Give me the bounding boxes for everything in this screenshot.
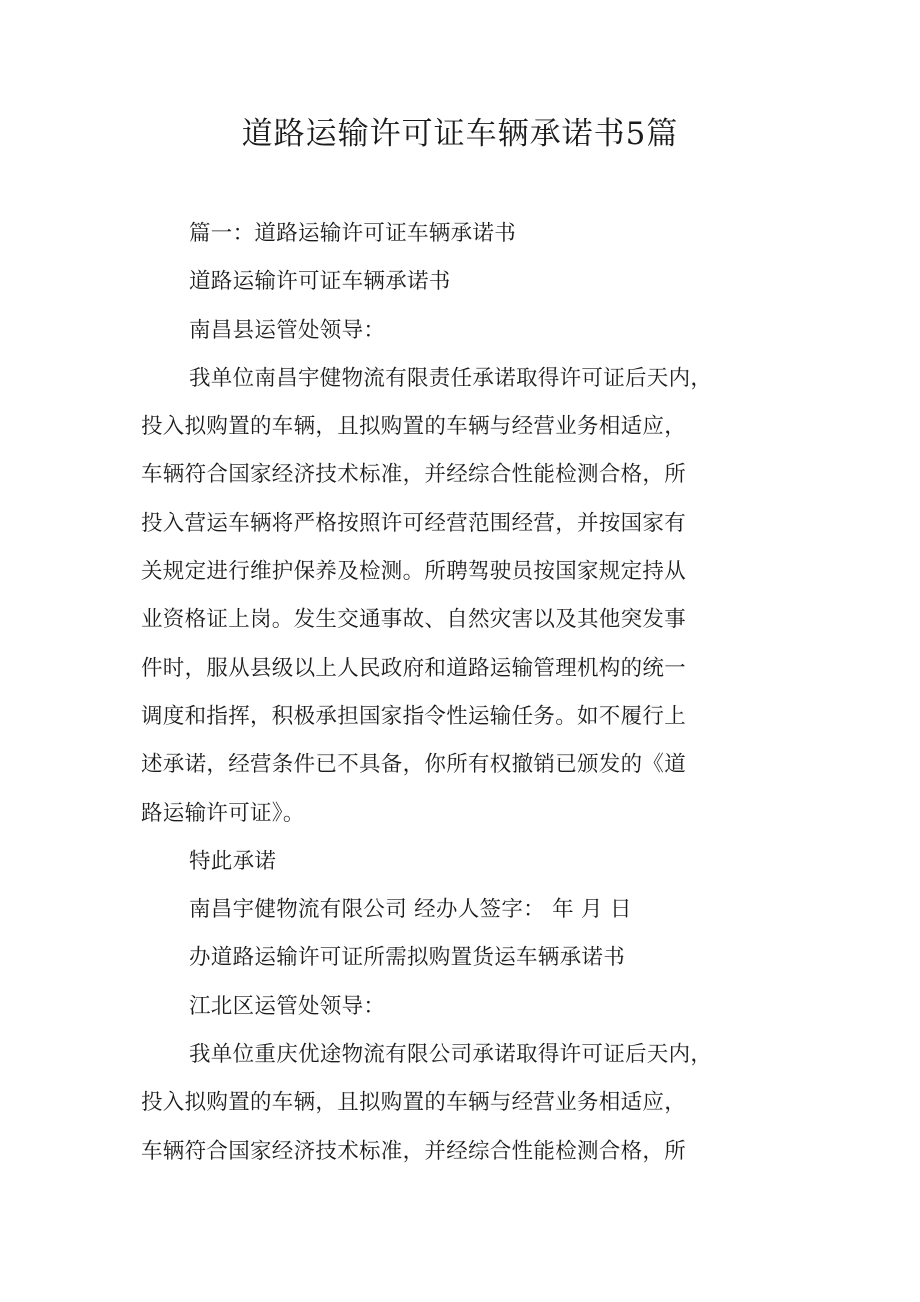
signature-line: 南昌宇健物流有限公司 经办人签字： 年 月 日: [189, 897, 632, 923]
paragraph-line: 我单位南昌宇健物流有限责任承诺取得许可证后天内，: [189, 365, 713, 391]
salutation: 江北区运管处领导：: [189, 993, 386, 1019]
salutation: 南昌县运管处领导：: [189, 317, 386, 343]
paragraph-line: 我单位重庆优途物流有限公司承诺取得许可证后天内，: [189, 1042, 713, 1068]
paragraph-line: 车辆符合国家经济技术标准，并经综合性能检测合格，所: [141, 1138, 687, 1164]
section-heading: 篇一：道路运输许可证车辆承诺书: [189, 221, 517, 246]
paragraph-line: 车辆符合国家经济技术标准，并经综合性能检测合格，所: [141, 462, 687, 488]
paragraph-line: 投入拟购置的车辆，且拟购置的车辆与经营业务相适应，: [141, 414, 687, 440]
paragraph-line: 调度和指挥，积极承担国家指令性运输任务。如不履行上: [141, 703, 687, 729]
paragraph-line: 投入营运车辆将严格按照许可经营范围经营，并按国家有: [141, 510, 687, 536]
document-body: [141, 210, 781, 1176]
paragraph-line: 投入拟购置的车辆，且拟购置的车辆与经营业务相适应，: [141, 1090, 687, 1116]
document-title: 道路运输许可证车辆承诺书5篇: [241, 116, 679, 152]
paragraph-line: 述承诺，经营条件已不具备，你所有权撤销已颁发的《道: [141, 752, 687, 778]
paragraph-line: 业资格证上岗。发生交通事故、自然灾害以及其他突发事: [141, 607, 687, 633]
letter-title: 办道路运输许可证所需拟购置货运车辆承诺书: [189, 945, 626, 971]
paragraph-line: 路运输许可证》。: [141, 800, 305, 826]
paragraph-line: 件时，服从县级以上人民政府和道路运输管理机构的统一: [141, 655, 687, 681]
paragraph-line: 关规定进行维护保养及检测。所聘驾驶员按国家规定持从: [141, 559, 687, 585]
letter-title: 道路运输许可证车辆承诺书: [189, 269, 451, 295]
closing-phrase: 特此承诺: [189, 848, 277, 874]
